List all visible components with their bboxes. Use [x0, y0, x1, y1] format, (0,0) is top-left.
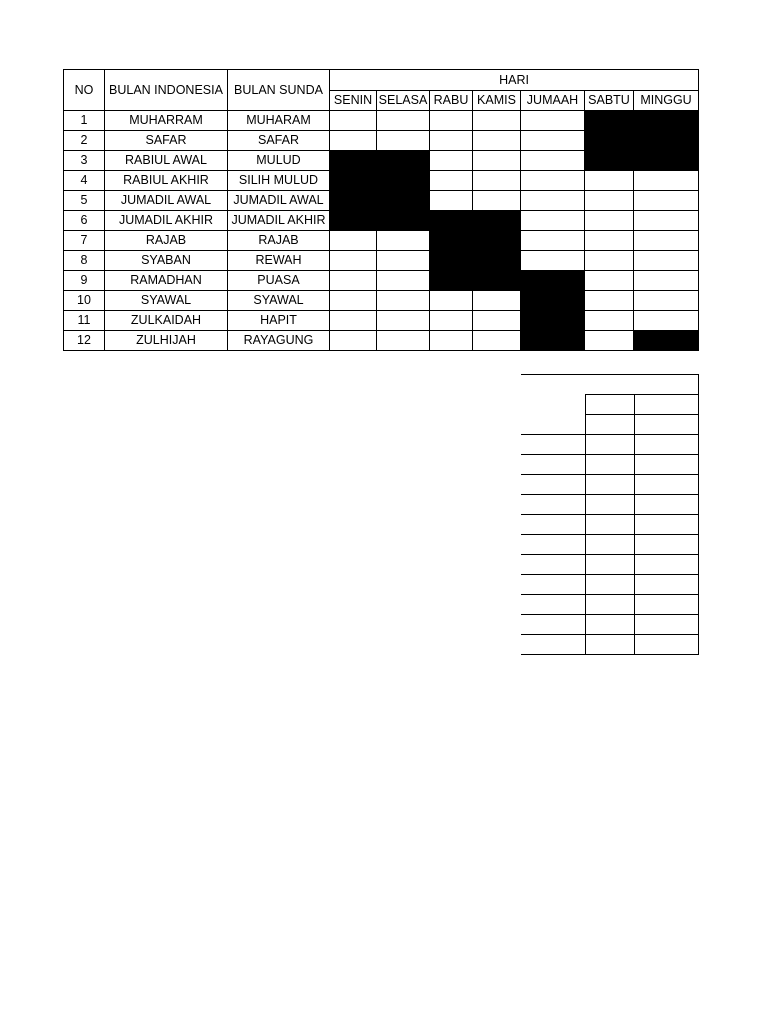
day-cell: [521, 251, 585, 271]
empty-grid-cell: [521, 475, 585, 495]
empty-grid-cell: [521, 455, 585, 475]
day-cell: [377, 131, 430, 151]
row-bulan-sunda: RAJAB: [228, 231, 330, 251]
row-no: 6: [64, 211, 105, 231]
empty-grid-cell: [521, 415, 585, 435]
empty-grid-cell: [521, 435, 585, 455]
day-cell: [521, 111, 585, 131]
day-cell: [377, 251, 430, 271]
day-cell: [330, 111, 377, 131]
row-bulan-indonesia: ZULHIJAH: [105, 331, 228, 351]
shaded-day-cell: [634, 131, 699, 151]
row-bulan-sunda: RAYAGUNG: [228, 331, 330, 351]
header-day-sabtu: SABTU: [585, 91, 634, 111]
header-day-kamis: KAMIS: [473, 91, 521, 111]
row-bulan-sunda: SILIH MULUD: [228, 171, 330, 191]
table-row: [64, 311, 699, 331]
shaded-day-cell: [521, 291, 585, 311]
day-cell: [330, 291, 377, 311]
day-cell: [377, 231, 430, 251]
day-cell: [634, 311, 699, 331]
shaded-day-cell: [330, 151, 377, 171]
day-cell: [585, 271, 634, 291]
day-cell: [585, 311, 634, 331]
day-cell: [377, 111, 430, 131]
row-bulan-sunda: MUHARAM: [228, 111, 330, 131]
empty-grid-cell: [521, 495, 585, 515]
empty-grid-cell: [585, 495, 634, 515]
row-no: 7: [64, 231, 105, 251]
shaded-day-cell: [634, 331, 699, 351]
table-row: [64, 151, 699, 171]
day-cell: [330, 131, 377, 151]
row-no: 9: [64, 271, 105, 291]
day-cell: [473, 191, 521, 211]
row-bulan-sunda: MULUD: [228, 151, 330, 171]
row-bulan-indonesia: SAFAR: [105, 131, 228, 151]
empty-grid-cell: [585, 395, 634, 415]
hari-table: [63, 69, 699, 351]
day-cell: [430, 291, 473, 311]
row-bulan-sunda: REWAH: [228, 251, 330, 271]
day-cell: [585, 251, 634, 271]
day-cell: [430, 191, 473, 211]
empty-grid-cell: [521, 615, 585, 635]
empty-grid-cell: [585, 475, 634, 495]
empty-grid-row: [521, 575, 698, 595]
table-row: [64, 191, 699, 211]
empty-grid-cell: [634, 375, 698, 395]
shaded-day-cell: [430, 271, 473, 291]
empty-grid-cell: [585, 455, 634, 475]
shaded-day-cell: [430, 251, 473, 271]
day-cell: [473, 171, 521, 191]
day-cell: [634, 251, 699, 271]
row-no: 8: [64, 251, 105, 271]
day-cell: [634, 211, 699, 231]
day-cell: [634, 271, 699, 291]
header-day-selasa: SELASA: [377, 91, 430, 111]
row-no: 5: [64, 191, 105, 211]
day-cell: [430, 151, 473, 171]
table-row: [64, 171, 699, 191]
empty-grid-cell: [585, 575, 634, 595]
row-bulan-indonesia: SYABAN: [105, 251, 228, 271]
day-cell: [430, 111, 473, 131]
row-no: 1: [64, 111, 105, 131]
day-cell: [330, 311, 377, 331]
empty-grid-cell: [634, 615, 698, 635]
header-bulan-indonesia: BULAN INDONESIA: [105, 70, 228, 111]
row-bulan-indonesia: MUHARRAM: [105, 111, 228, 131]
row-bulan-indonesia: JUMADIL AKHIR: [105, 211, 228, 231]
day-cell: [521, 191, 585, 211]
empty-grid-row: [521, 555, 698, 575]
empty-grid-row: [521, 635, 698, 655]
day-cell: [521, 211, 585, 231]
shaded-day-cell: [634, 151, 699, 171]
empty-grid-cell: [521, 535, 585, 555]
empty-grid-cell: [521, 515, 585, 535]
row-no: 12: [64, 331, 105, 351]
empty-grid-cell: [521, 375, 585, 395]
day-cell: [473, 331, 521, 351]
row-no: 10: [64, 291, 105, 311]
shaded-day-cell: [430, 231, 473, 251]
row-bulan-indonesia: RABIUL AWAL: [105, 151, 228, 171]
row-bulan-indonesia: RABIUL AKHIR: [105, 171, 228, 191]
header-day-senin: SENIN: [330, 91, 377, 111]
shaded-day-cell: [330, 211, 377, 231]
day-cell: [430, 171, 473, 191]
shaded-day-cell: [585, 131, 634, 151]
shaded-day-cell: [473, 251, 521, 271]
empty-grid-row: [521, 475, 698, 495]
shaded-day-cell: [377, 211, 430, 231]
day-cell: [634, 171, 699, 191]
empty-grid-cell: [634, 395, 698, 415]
day-cell: [521, 151, 585, 171]
day-cell: [473, 151, 521, 171]
day-cell: [521, 171, 585, 191]
day-cell: [585, 191, 634, 211]
empty-grid-cell: [521, 595, 585, 615]
header-day-jumaah: JUMAAH: [521, 91, 585, 111]
header-no: NO: [64, 70, 105, 111]
empty-grid-cell: [634, 435, 698, 455]
day-cell: [634, 291, 699, 311]
empty-grid-cell: [521, 575, 585, 595]
empty-grid-cell: [634, 495, 698, 515]
row-bulan-sunda: SAFAR: [228, 131, 330, 151]
day-cell: [430, 311, 473, 331]
shaded-day-cell: [377, 171, 430, 191]
shaded-day-cell: [473, 211, 521, 231]
row-bulan-sunda: PUASA: [228, 271, 330, 291]
shaded-day-cell: [521, 331, 585, 351]
empty-grid-row: [521, 415, 698, 435]
empty-grid-cell: [585, 435, 634, 455]
row-bulan-indonesia: SYAWAL: [105, 291, 228, 311]
row-no: 4: [64, 171, 105, 191]
empty-grid-cell: [585, 635, 634, 655]
empty-grid-cell: [521, 635, 585, 655]
header-bulan-sunda: BULAN SUNDA: [228, 70, 330, 111]
table-row: [64, 271, 699, 291]
empty-grid-row: [521, 495, 698, 515]
day-cell: [585, 211, 634, 231]
empty-grid-cell: [585, 535, 634, 555]
row-no: 11: [64, 311, 105, 331]
shaded-day-cell: [377, 191, 430, 211]
day-cell: [585, 291, 634, 311]
shaded-day-cell: [330, 191, 377, 211]
empty-grid-cell: [634, 635, 698, 655]
empty-grid-row: [521, 395, 698, 415]
row-bulan-sunda: JUMADIL AWAL: [228, 191, 330, 211]
row-bulan-indonesia: RAJAB: [105, 231, 228, 251]
shaded-day-cell: [585, 111, 634, 131]
header-hari: HARI: [330, 70, 699, 91]
day-cell: [430, 331, 473, 351]
shaded-day-cell: [521, 311, 585, 331]
table-header: [64, 70, 699, 111]
row-bulan-indonesia: RAMADHAN: [105, 271, 228, 291]
row-bulan-indonesia: ZULKAIDAH: [105, 311, 228, 331]
row-bulan-sunda: HAPIT: [228, 311, 330, 331]
day-cell: [430, 131, 473, 151]
day-cell: [330, 231, 377, 251]
day-cell: [585, 331, 634, 351]
day-cell: [585, 231, 634, 251]
day-cell: [634, 191, 699, 211]
table-body: [64, 111, 699, 351]
empty-grid-row: [521, 595, 698, 615]
table-row: [64, 231, 699, 251]
shaded-day-cell: [634, 111, 699, 131]
empty-grid-cell: [585, 375, 634, 395]
day-cell: [377, 271, 430, 291]
day-cell: [521, 131, 585, 151]
row-no: 2: [64, 131, 105, 151]
empty-grid-row: [521, 435, 698, 455]
empty-grid: [521, 374, 699, 655]
day-cell: [330, 271, 377, 291]
empty-grid-cell: [634, 535, 698, 555]
shaded-day-cell: [330, 171, 377, 191]
day-cell: [473, 111, 521, 131]
header-day-rabu: RABU: [430, 91, 473, 111]
day-cell: [473, 311, 521, 331]
row-no: 3: [64, 151, 105, 171]
table-row: [64, 211, 699, 231]
day-cell: [473, 291, 521, 311]
table-row: [64, 131, 699, 151]
row-bulan-sunda: JUMADIL AKHIR: [228, 211, 330, 231]
day-cell: [377, 331, 430, 351]
shaded-day-cell: [521, 271, 585, 291]
day-cell: [330, 331, 377, 351]
day-cell: [521, 231, 585, 251]
empty-grid-cell: [585, 415, 634, 435]
empty-grid-cell: [585, 615, 634, 635]
shaded-day-cell: [585, 151, 634, 171]
day-cell: [377, 311, 430, 331]
shaded-day-cell: [377, 151, 430, 171]
table-row: [64, 251, 699, 271]
table-row: [64, 331, 699, 351]
empty-grid-row: [521, 375, 698, 395]
shaded-day-cell: [430, 211, 473, 231]
empty-grid-cell: [521, 555, 585, 575]
day-cell: [377, 291, 430, 311]
table-row: [64, 111, 699, 131]
row-bulan-sunda: SYAWAL: [228, 291, 330, 311]
empty-grid-cell: [585, 555, 634, 575]
empty-grid-cell: [521, 395, 585, 415]
header-day-minggu: MINGGU: [634, 91, 699, 111]
day-cell: [473, 131, 521, 151]
day-cell: [330, 251, 377, 271]
day-cell: [585, 171, 634, 191]
empty-grid-cell: [634, 515, 698, 535]
empty-grid-cell: [634, 475, 698, 495]
table-row: [64, 291, 699, 311]
empty-grid-cell: [585, 595, 634, 615]
shaded-day-cell: [473, 231, 521, 251]
shaded-day-cell: [473, 271, 521, 291]
row-bulan-indonesia: JUMADIL AWAL: [105, 191, 228, 211]
empty-grid-row: [521, 535, 698, 555]
empty-grid-cell: [585, 515, 634, 535]
empty-grid-cell: [634, 595, 698, 615]
empty-grid-row: [521, 615, 698, 635]
empty-grid-cell: [634, 555, 698, 575]
empty-grid-row: [521, 455, 698, 475]
day-cell: [634, 231, 699, 251]
empty-grid-cell: [634, 575, 698, 595]
empty-grid-row: [521, 515, 698, 535]
empty-grid-cell: [634, 455, 698, 475]
empty-grid-cell: [634, 415, 698, 435]
